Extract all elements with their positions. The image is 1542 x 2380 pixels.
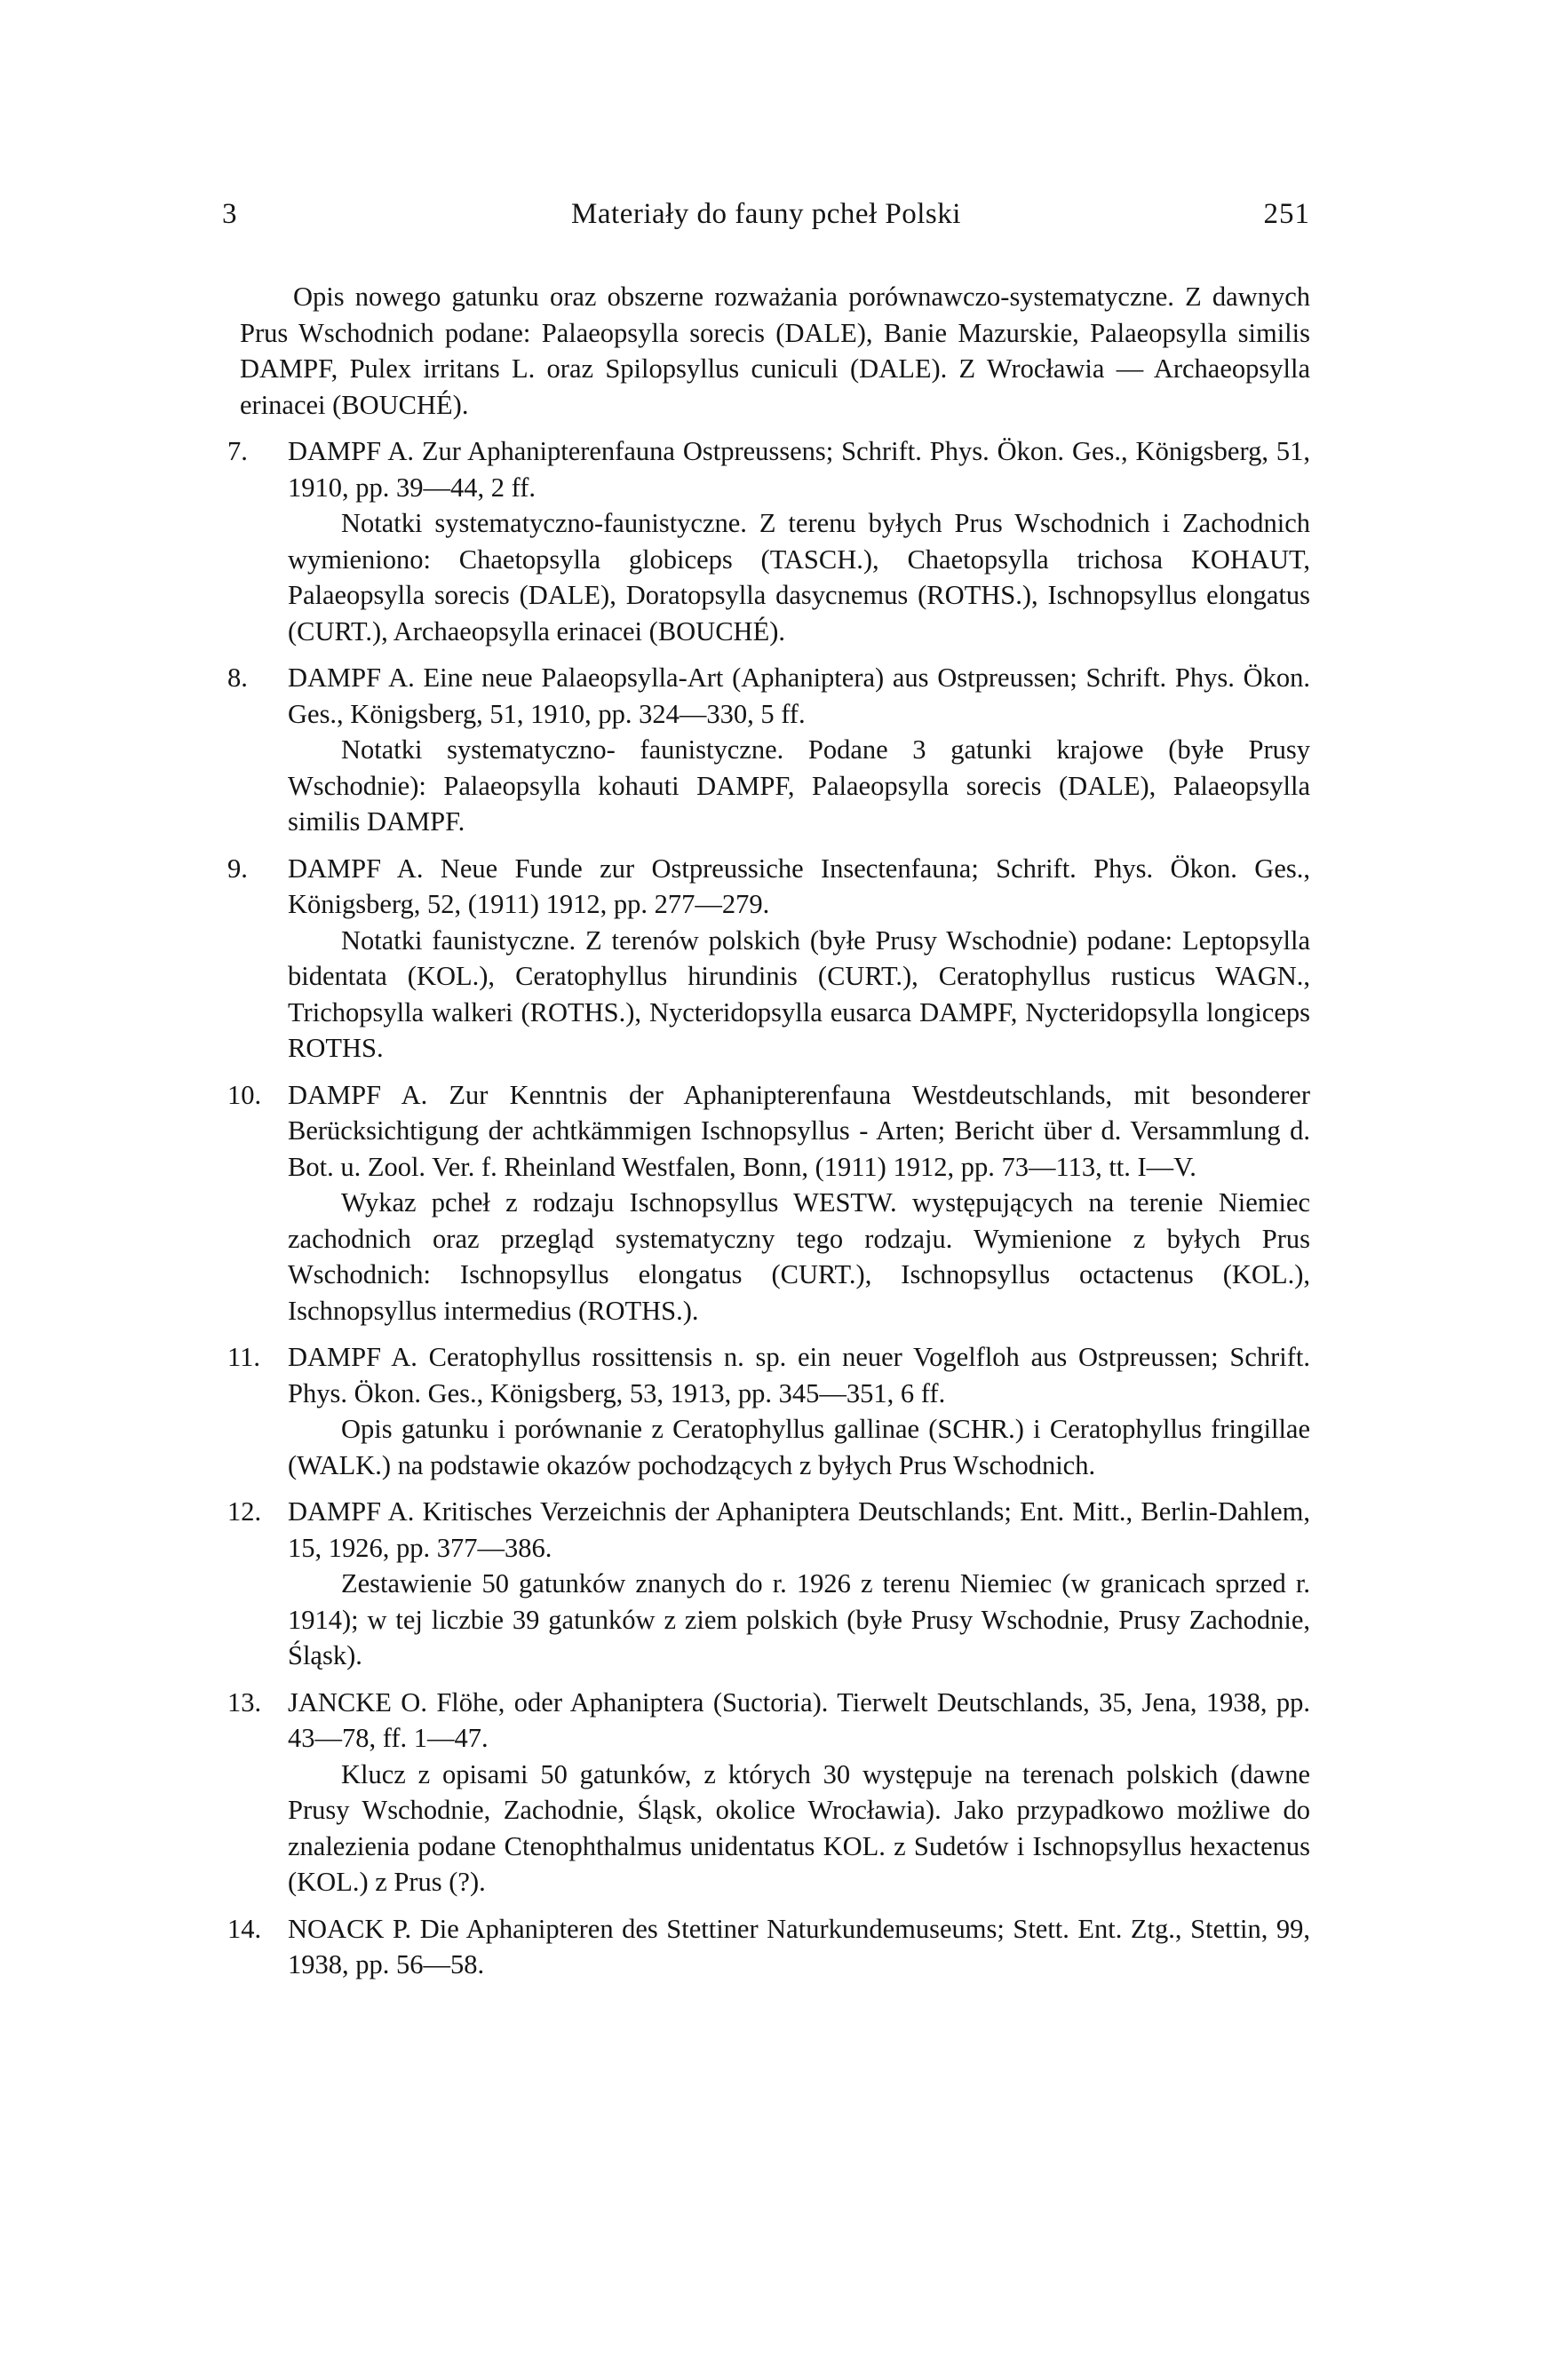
entry-annotation: Wykaz pcheł z rodzaju Ischnopsyllus WESTW. występujących na terenie Niemiec zachodnich oraz przegląd systematyczny tego rodzaju. Wymienione z byłych Prus Wschodnich: Ischnopsyllus elongatus (CURT.), Ischnopsyllus octactenus (KOL.), Ischnopsyllus intermedius (ROTHS.). xyxy=(288,1187,1310,1326)
entry-citation: NOACK P. Die Aphanipteren des Stettiner Naturkundemuseums; Stett. Ent. Ztg., Stettin, 99, 1938, pp. 56—58. xyxy=(288,1913,1310,1979)
entry-annotation: Notatki systematyczno- faunistyczne. Podane 3 gatunki krajowe (byłe Prusy Wschodnie): Palaeopsylla kohauti DAMPF, Palaeopsylla sorecis (DALE), Palaeopsylla similis DAMPF. xyxy=(288,734,1310,837)
bibliography-entry-11 xyxy=(227,1339,1310,1483)
bibliography-entry-7 xyxy=(227,433,1310,649)
entry-number: 8. xyxy=(227,662,248,693)
entry-annotation: Klucz z opisami 50 gatunków, z których 30 występuje na terenach polskich (dawne Prusy Wschodnie, Zachodnie, Śląsk, okolice Wrocławia). Jako przypadkowo możliwe do znalezienia podane Ctenophthalmus unidentatus KOL. z Sudetów i Ischnopsyllus hexactenus (KOL.) z Prus (?). xyxy=(288,1758,1310,1897)
entry-annotation: Opis gatunku i porównanie z Ceratophyllus gallinae (SCHR.) i Ceratophyllus fringillae (WALK.) na podstawie okazów pochodzących z byłych Prus Wschodnich. xyxy=(288,1414,1310,1480)
intro-paragraph: Opis nowego gatunku oraz obszerne rozważania porównawczo-systematyczne. Z dawnych Prus Wschodnich podane: Palaeopsylla sorecis (DALE), Banie Mazurskie, Palaeopsylla similis DAMPF, Pulex irritans L. oraz Spilopsyllus cuniculi (DALE). Z Wrocławia — Archaeopsylla erinacei (BOUCHÉ). xyxy=(240,282,1310,420)
entry-citation: JANCKE O. Flöhe, oder Aphaniptera (Suctoria). Tierwelt Deutschlands, 35, Jena, 1938, pp. 43—78, ff. 1—47. xyxy=(288,1686,1310,1753)
entry-number: 10. xyxy=(227,1079,262,1110)
entry-annotation: Notatki faunistyczne. Z terenów polskich (byłe Prusy Wschodnie) podane: Leptopsylla bidentata (KOL.), Ceratophyllus hirundinis (CURT.), Ceratophyllus rusticus WAGN., Trichopsylla walkeri (ROTHS.), Nycteridopsylla eusarca DAMPF, Nycteridopsylla longiceps ROTHS. xyxy=(288,924,1310,1063)
entry-number: 12. xyxy=(227,1496,262,1527)
entry-annotation: Notatki systematyczno-faunistyczne. Z terenu byłych Prus Wschodnich i Zachodnich wymieniono: Chaetopsylla globiceps (TASCH.), Chaetopsylla trichosa KOHAUT, Palaeopsylla sorecis (DALE), Doratopsylla dasycnemus (ROTHS.), Ischnopsyllus elongatus (CURT.), Archaeopsylla erinacei (BOUCHÉ). xyxy=(288,508,1310,647)
entry-number: 9. xyxy=(227,853,248,884)
bibliography-entry-14 xyxy=(227,1911,1310,1983)
bibliography-entry-12 xyxy=(227,1494,1310,1674)
entry-citation: DAMPF A. Neue Funde zur Ostpreussiche Insectenfauna; Schrift. Phys. Ökon. Ges., Königsberg, 52, (1911) 1912, pp. 277—279. xyxy=(288,853,1310,919)
entry-number: 13. xyxy=(227,1686,262,1718)
page-header xyxy=(222,192,1310,236)
running-title: Materiały do fauny pcheł Polski xyxy=(571,198,961,230)
chapter-number: 3 xyxy=(222,198,237,230)
entry-citation: DAMPF A. Eine neue Palaeopsylla-Art (Aphaniptera) aus Ostpreussen; Schrift. Phys. Ökon. Ges., Königsberg, 51, 1910, pp. 324—330, 5 ff. xyxy=(288,662,1310,729)
entry-citation: DAMPF A. Ceratophyllus rossittensis n. sp. ein neuer Vogelfloh aus Ostpreussen; Schrift. Phys. Ökon. Ges., Königsberg, 53, 1913, pp. 345—351, 6 ff. xyxy=(288,1342,1310,1408)
bibliography-entry-9 xyxy=(227,851,1310,1067)
entry-citation: DAMPF A. Zur Aphanipterenfauna Ostpreussens; Schrift. Phys. Ökon. Ges., Königsberg, 51, 1910, pp. 39—44, 2 ff. xyxy=(288,436,1310,503)
entry-number: 7. xyxy=(227,436,248,466)
entry-number: 14. xyxy=(227,1913,262,1944)
bibliography-entry-8 xyxy=(227,660,1310,840)
bibliography-entry-13 xyxy=(227,1685,1310,1900)
bibliography-body xyxy=(227,279,1310,1983)
entry-annotation: Zestawienie 50 gatunków znanych do r. 1926 z terenu Niemiec (w granicach sprzed r. 1914); w tej liczbie 39 gatunków z ziem polskich (byłe Prusy Wschodnie, Prusy Zachodnie, Śląsk). xyxy=(288,1568,1310,1670)
page-number: 251 xyxy=(1263,198,1310,230)
entry-number: 11. xyxy=(227,1342,260,1372)
entry-citation: DAMPF A. Zur Kenntnis der Aphanipterenfauna Westdeutschlands, mit besonderer Berücksichtigung der achtkämmigen Ischnopsyllus - Arten; Bericht über d. Versammlung d. Bot. u. Zool. Ver. f. Rheinland Westfalen, Bonn, (1911) 1912, pp. 73—113, tt. I—V. xyxy=(288,1079,1310,1182)
bibliography-entry-10 xyxy=(227,1077,1310,1329)
entry-citation: DAMPF A. Kritisches Verzeichnis der Aphaniptera Deutschlands; Ent. Mitt., Berlin-Dahlem, 15, 1926, pp. 377—386. xyxy=(288,1496,1310,1563)
